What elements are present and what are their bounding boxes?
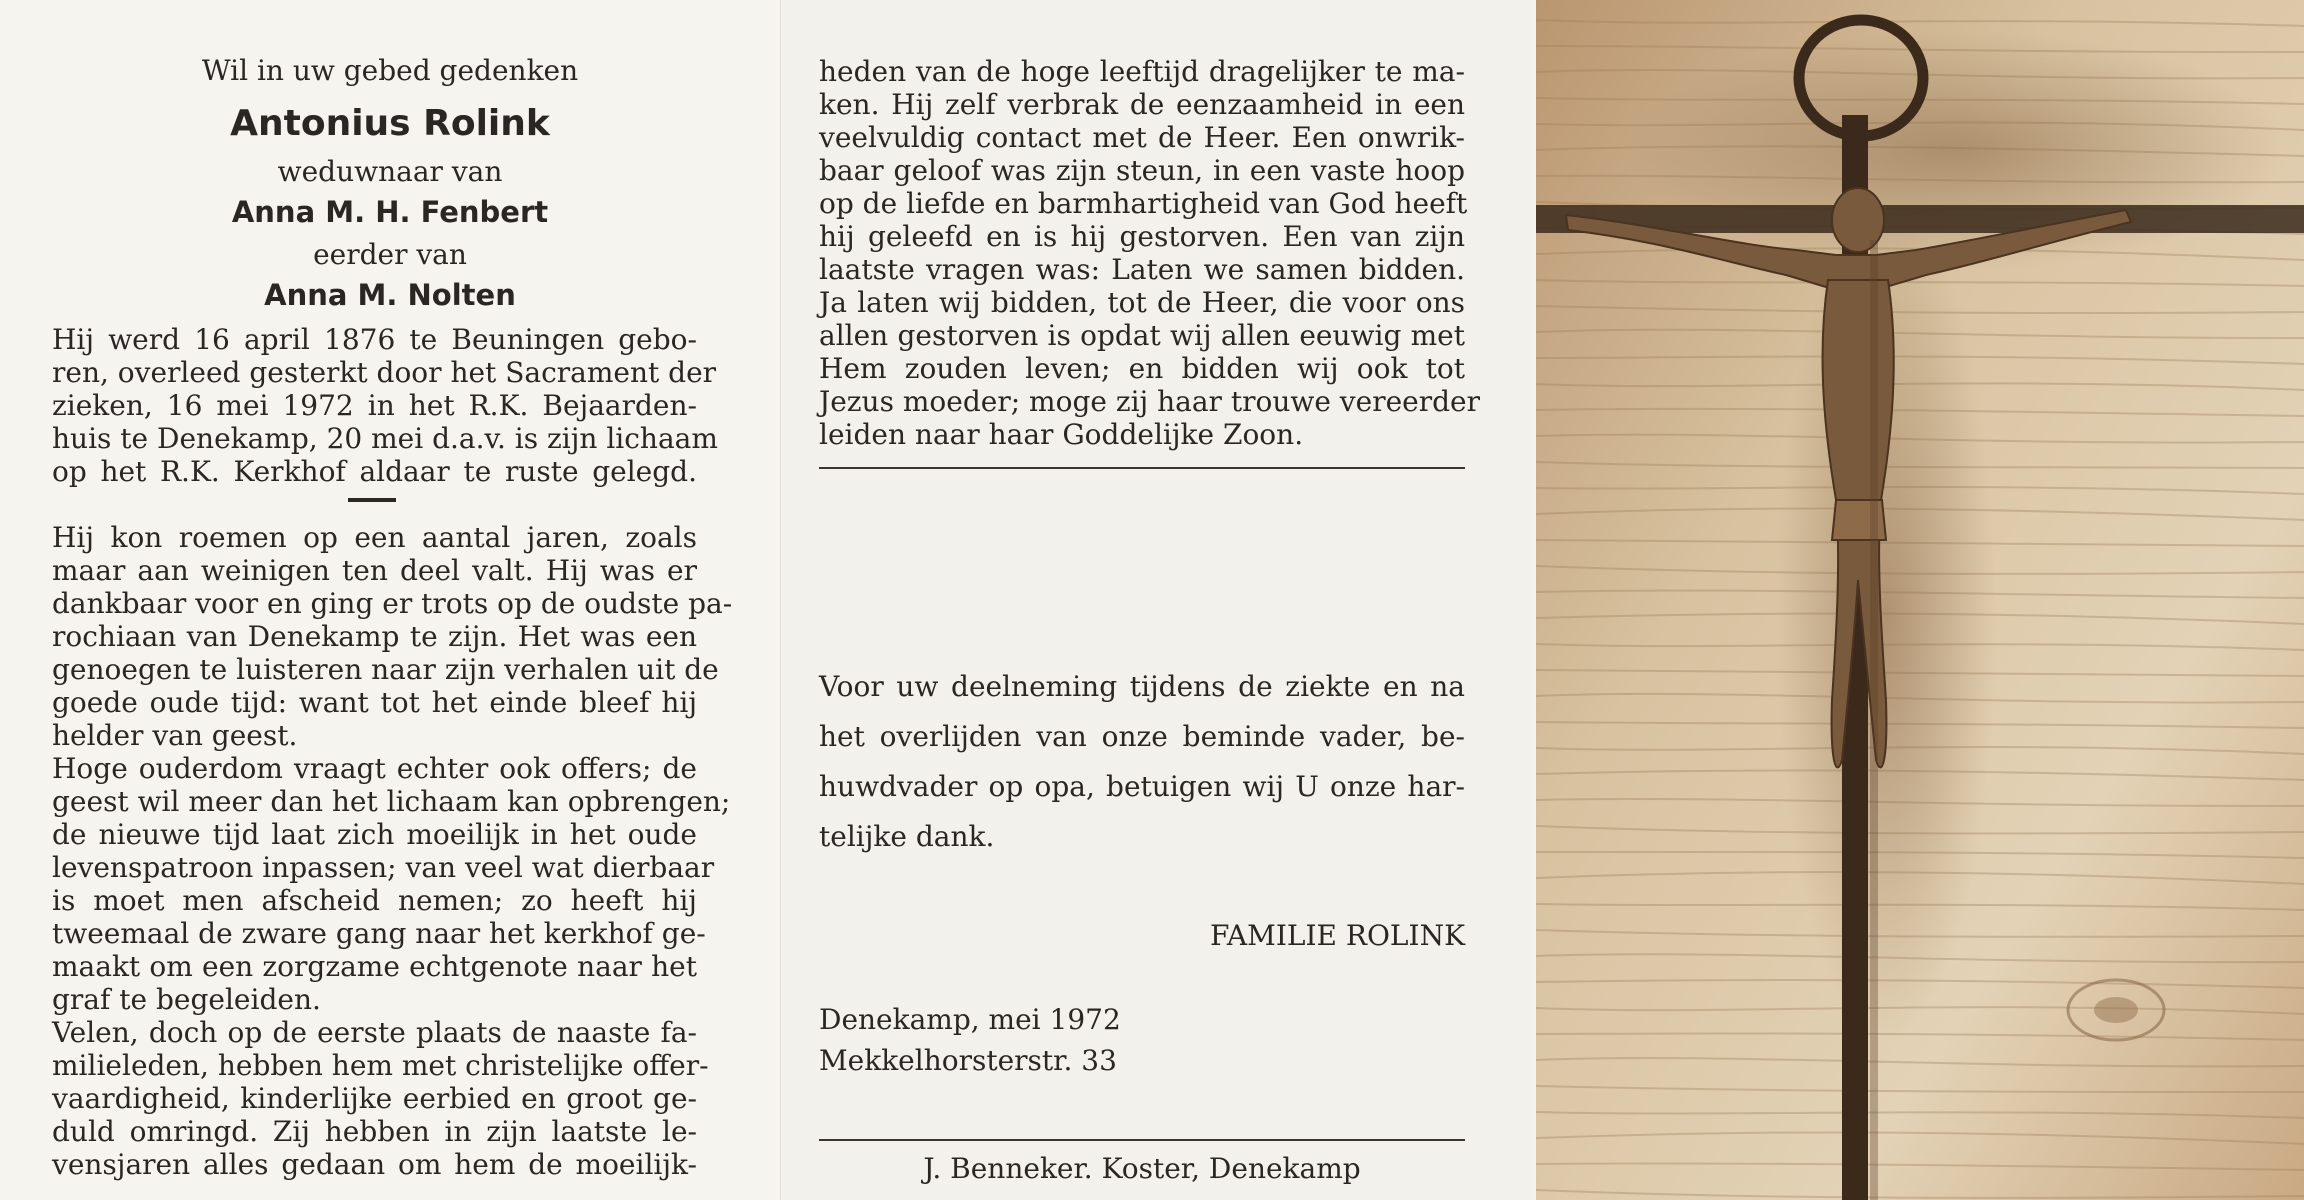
- text-line: maar aan weinigen ten deel valt. Hij was er: [52, 554, 697, 587]
- thanks-line: telijke dank.: [819, 820, 995, 853]
- text-line: de nieuwe tijd laat zich moeilijk in het oude: [52, 818, 697, 851]
- text-line: allen gestorven is opdat wij allen eeuwig met: [819, 319, 1465, 352]
- text-line: op de liefde en barmhartigheid van God heeft: [819, 187, 1468, 220]
- text-line: baar geloof was zijn steun, in een vaste hoop: [819, 154, 1465, 187]
- left-page: [0, 0, 780, 1200]
- printer-credit: J. Benneker. Koster, Denekamp: [923, 1152, 1361, 1185]
- text-line: vaardigheid, kinderlijke eerbied en groot ge-: [52, 1082, 697, 1115]
- text-line: maakt om een zorgzame echtgenote naar het: [52, 950, 697, 983]
- text-line: geest wil meer dan het lichaam kan opbrengen;: [52, 785, 731, 818]
- biography-line: zieken, 16 mei 1972 in het R.K. Bejaarden-: [52, 389, 697, 422]
- text-line: vensjaren alles gedaan om hem de moeilijk-: [52, 1148, 697, 1181]
- text-line: ken. Hij zelf verbrak de eenzaamheid in een: [819, 88, 1465, 121]
- thanks-line: het overlijden van onze beminde vader, be-: [819, 720, 1465, 753]
- text-line: genoegen te luisteren naar zijn verhalen uit de: [52, 653, 719, 686]
- thanks-line: huwdvader op opa, betuigen wij U onze har-: [819, 770, 1465, 803]
- text-line: leiden naar haar Goddelijke Zoon.: [819, 418, 1304, 451]
- text-line: hij geleefd en is hij gestorven. Een van zijn: [819, 220, 1465, 253]
- deceased-name: Antonius Rolink: [230, 103, 550, 144]
- middle-page: [780, 0, 1531, 1200]
- earlier-of-line: eerder van: [313, 238, 467, 271]
- text-line: dankbaar voor en ging er trots op de oudste pa-: [52, 587, 733, 620]
- biography-line: op het R.K. Kerkhof aldaar te ruste gelegd.: [52, 455, 697, 488]
- text-line: Hem zouden leven; en bidden wij ook tot: [819, 352, 1465, 385]
- thanks-line: Voor uw deelneming tijdens de ziekte en na: [819, 670, 1465, 703]
- biography-line: ren, overleed gesterkt door het Sacrament der: [52, 356, 717, 389]
- text-line: Hij kon roemen op een aantal jaren, zoals: [52, 521, 697, 554]
- crucifix-image: [1536, 0, 2304, 1200]
- crucifix-photo: [1536, 0, 2304, 1200]
- text-line: levenspatroon inpassen; van veel wat dierbaar: [52, 851, 715, 884]
- text-line: rochiaan van Denekamp te zijn. Het was een: [52, 620, 697, 653]
- text-line: is moet men afscheid nemen; zo heeft hij: [52, 884, 697, 917]
- signature: FAMILIE ROLINK: [1209, 919, 1465, 952]
- biography-line: huis te Denekamp, 20 mei d.a.v. is zijn lichaam: [52, 422, 718, 455]
- intro-line: Wil in uw gebed gedenken: [201, 54, 579, 87]
- text-line: graf te begeleiden.: [52, 983, 321, 1016]
- text-line: goede oude tijd: want tot het einde bleef hij: [52, 686, 697, 719]
- text-line: Ja laten wij bidden, tot de Heer, die voor ons: [819, 286, 1465, 319]
- text-line: milieleden, hebben hem met christelijke offer-: [52, 1049, 709, 1082]
- place-date: Denekamp, mei 1972: [819, 1003, 1121, 1036]
- text-line: Hoge ouderdom vraagt echter ook offers; de: [52, 752, 697, 785]
- text-line: tweemaal de zware gang naar het kerkhof ge-: [52, 917, 706, 950]
- widower-of-line: weduwnaar van: [277, 155, 503, 188]
- text-line: veelvuldig contact met de Heer. Een onwrik-: [819, 121, 1465, 154]
- divider-top: [819, 467, 1465, 469]
- text-line: Jezus moeder; moge zij haar trouwe vereerder: [819, 385, 1480, 418]
- spouse-name-1: Anna M. H. Fenbert: [231, 195, 549, 229]
- biography-line: Hij werd 16 april 1876 te Beuningen gebo-: [52, 323, 697, 356]
- divider-bottom: [819, 1139, 1465, 1141]
- address: Mekkelhorsterstr. 33: [819, 1044, 1117, 1077]
- text-line: helder van geest.: [52, 719, 298, 752]
- text-line: Velen, doch op de eerste plaats de naaste fa-: [52, 1016, 697, 1049]
- text-line: duld omringd. Zij hebben in zijn laatste le-: [52, 1115, 697, 1148]
- spouse-name-2: Anna M. Nolten: [264, 278, 516, 312]
- divider: [348, 498, 396, 502]
- text-line: heden van de hoge leeftijd dragelijker te ma-: [819, 55, 1465, 88]
- text-line: laatste vragen was: Laten we samen bidden.: [819, 253, 1465, 286]
